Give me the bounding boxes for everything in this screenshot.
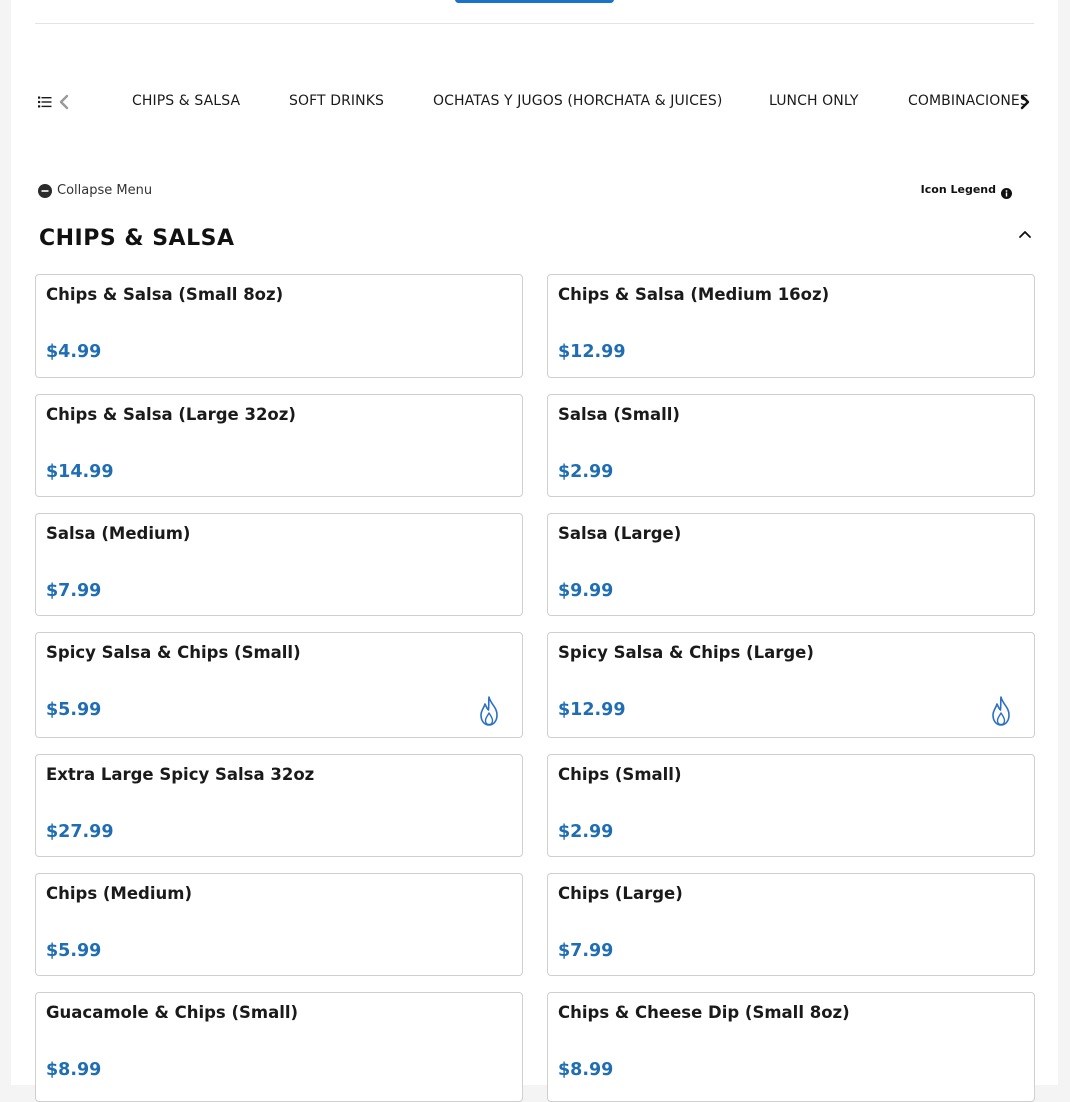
menu-item-card[interactable] <box>547 632 1035 738</box>
category-tab[interactable]: COMBINACIONES <box>908 93 1029 109</box>
menu-item-card[interactable] <box>547 992 1035 1102</box>
menu-item-card[interactable] <box>547 274 1035 378</box>
chevron-up-icon[interactable] <box>1017 226 1033 240</box>
menu-item-name: Spicy Salsa & Chips (Large) <box>558 643 814 662</box>
menu-item-card[interactable] <box>35 632 523 738</box>
menu-item-name: Chips & Salsa (Large 32oz) <box>46 405 296 424</box>
category-tab[interactable]: SOFT DRINKS <box>289 93 384 109</box>
menu-item-card[interactable] <box>35 394 523 497</box>
category-nav <box>35 84 1035 120</box>
menu-item-price: $8.99 <box>46 1060 102 1080</box>
flame-icon <box>476 695 502 727</box>
menu-item-price: $7.99 <box>558 941 614 961</box>
menu-item-card[interactable] <box>547 394 1035 497</box>
menu-item-card[interactable] <box>35 274 523 378</box>
menu-item-name: Chips & Cheese Dip (Small 8oz) <box>558 1003 850 1022</box>
menu-item-name: Guacamole & Chips (Small) <box>46 1003 299 1022</box>
collapse-menu-label: Collapse Menu <box>57 182 153 198</box>
menu-item-name: Salsa (Small) <box>558 405 680 424</box>
menu-item-price: $5.99 <box>46 700 102 720</box>
menu-item-name: Extra Large Spicy Salsa 32oz <box>46 765 315 784</box>
menu-item-name: Salsa (Medium) <box>46 524 191 543</box>
menu-page <box>11 0 1058 1085</box>
menu-item-price: $5.99 <box>46 941 102 961</box>
menu-item-card[interactable] <box>547 513 1035 616</box>
icon-legend-button[interactable] <box>921 181 1012 197</box>
menu-item-name: Chips & Salsa (Small 8oz) <box>46 285 284 304</box>
menu-item-name: Spicy Salsa & Chips (Small) <box>46 643 301 662</box>
category-tab[interactable]: CHIPS & SALSA <box>132 93 241 109</box>
menu-item-card[interactable] <box>35 513 523 616</box>
top-action-button[interactable] <box>455 0 614 3</box>
icon-legend-label: Icon Legend <box>920 182 996 196</box>
category-tab[interactable]: LUNCH ONLY <box>769 93 859 109</box>
minus-circle-icon <box>38 183 52 197</box>
collapse-menu-button[interactable] <box>38 181 152 199</box>
menu-item-price: $14.99 <box>46 462 114 482</box>
chevron-right-icon[interactable] <box>1017 92 1033 112</box>
menu-item-price: $7.99 <box>46 581 102 601</box>
menu-item-price: $4.99 <box>46 342 102 362</box>
info-icon <box>1001 184 1012 195</box>
flame-icon <box>988 695 1014 727</box>
menu-item-price: $9.99 <box>558 581 614 601</box>
menu-item-card[interactable] <box>35 992 523 1102</box>
menu-item-name: Salsa (Large) <box>558 524 682 543</box>
menu-item-card[interactable] <box>35 873 523 976</box>
section-title: CHIPS & SALSA <box>39 226 235 251</box>
menu-item-price: $27.99 <box>46 822 114 842</box>
menu-item-name: Chips (Small) <box>558 765 682 784</box>
menu-item-price: $12.99 <box>558 700 626 720</box>
divider <box>35 23 1034 24</box>
menu-item-card[interactable] <box>35 754 523 857</box>
menu-item-name: Chips & Salsa (Medium 16oz) <box>558 285 830 304</box>
chevron-left-icon[interactable] <box>57 92 73 112</box>
menu-item-price: $2.99 <box>558 822 614 842</box>
category-tabs <box>97 84 1029 120</box>
menu-item-card[interactable] <box>547 873 1035 976</box>
menu-item-name: Chips (Medium) <box>46 884 192 903</box>
category-tab[interactable]: OCHATAS Y JUGOS (HORCHATA & JUICES) <box>433 93 723 109</box>
menu-item-price: $12.99 <box>558 342 626 362</box>
menu-item-price: $2.99 <box>558 462 614 482</box>
menu-item-card[interactable] <box>547 754 1035 857</box>
list-icon[interactable] <box>37 94 53 110</box>
menu-item-price: $8.99 <box>558 1060 614 1080</box>
menu-item-name: Chips (Large) <box>558 884 683 903</box>
